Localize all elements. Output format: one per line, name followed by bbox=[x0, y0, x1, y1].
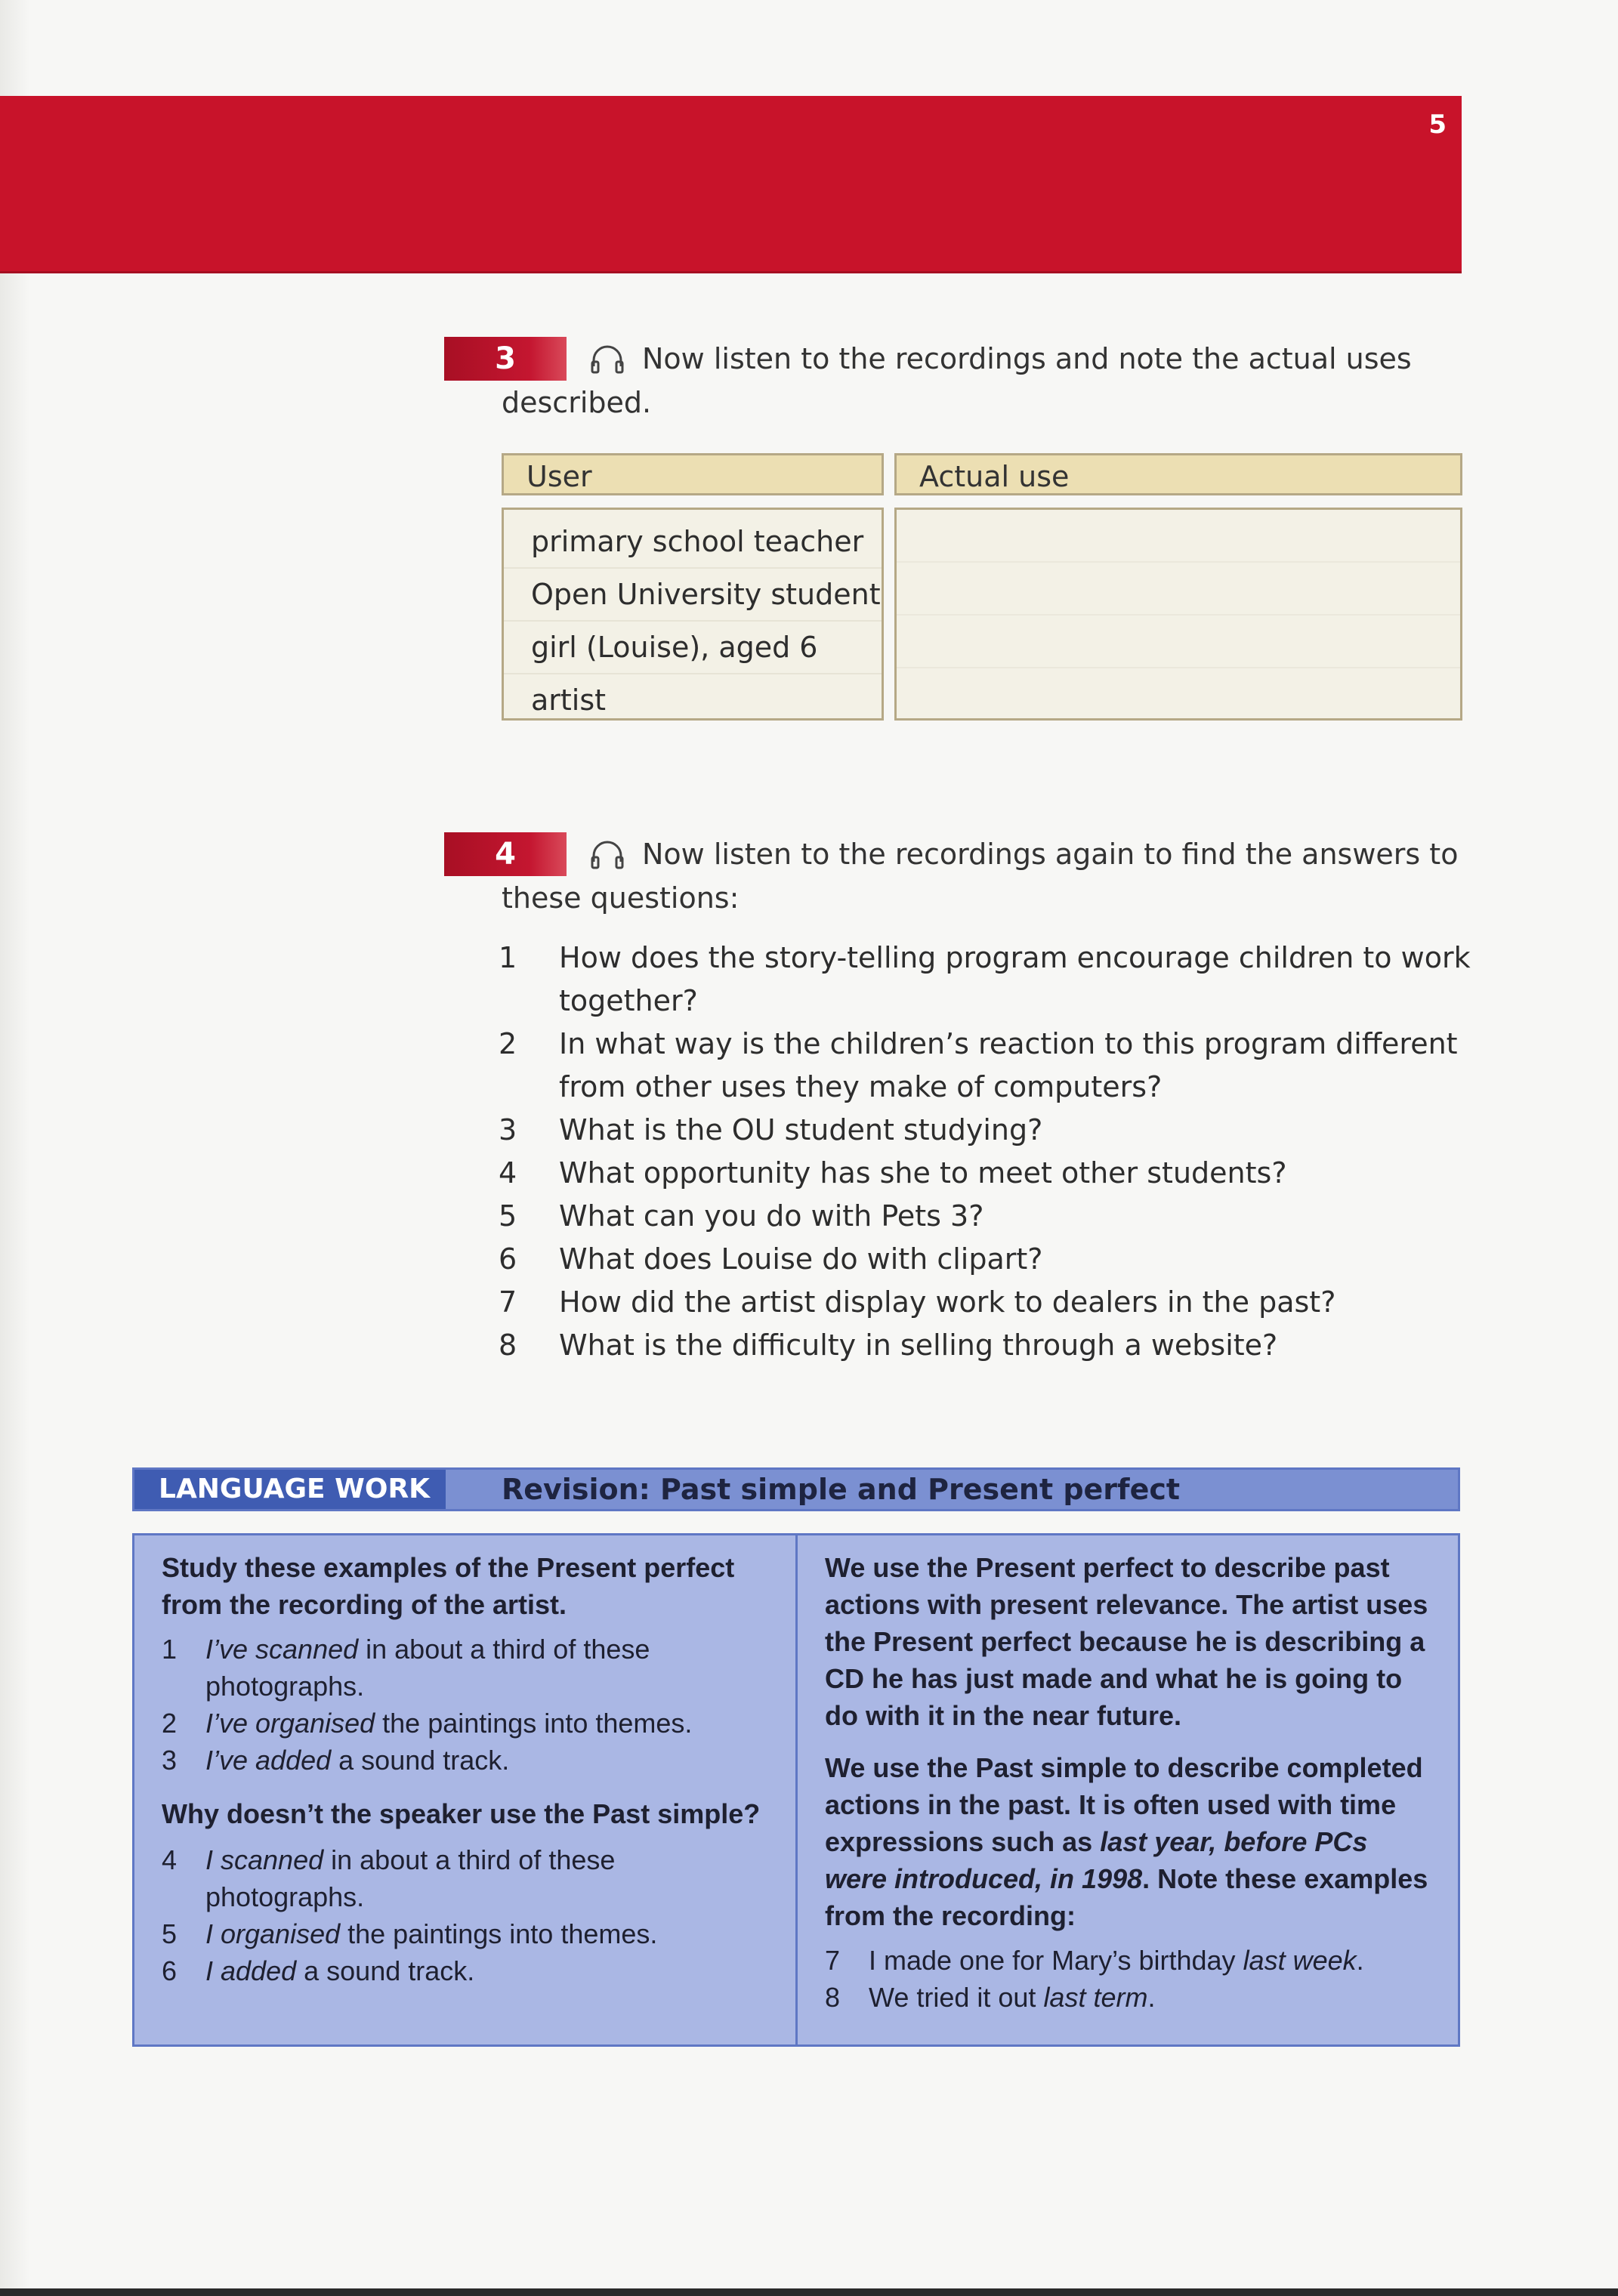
exercise-4-heading bbox=[444, 832, 1471, 920]
list-item: 5 What can you do with Pets 3? bbox=[499, 1199, 984, 1233]
exercise-4-badge: 4 bbox=[444, 832, 567, 876]
question-list bbox=[499, 937, 1481, 1367]
list-item: 6 I added a sound track. bbox=[162, 1955, 475, 1986]
column-divider bbox=[795, 1535, 798, 2044]
language-work-left-column bbox=[162, 1549, 773, 1989]
intro-text: Study these examples of the Present perfect from the recording of the artist. bbox=[162, 1552, 735, 1620]
list-item: 6 What does Louise do with clipart? bbox=[499, 1242, 1043, 1276]
answer-cell[interactable] bbox=[897, 563, 1460, 616]
list-item: 2 In what way is the children’s reaction to this program different from other uses they make of computers? bbox=[499, 1027, 1458, 1103]
list-item: 7 I made one for Mary’s birthday last week. bbox=[825, 1945, 1364, 1976]
language-work-title: Revision: Past simple and Present perfect bbox=[502, 1473, 1181, 1506]
question-text: Why doesn’t the speaker use the Past simple? bbox=[162, 1798, 761, 1829]
exercise-4-instruction: Now listen to the recordings again to find the answers to bbox=[642, 838, 1459, 871]
list-item: 1 I’ve scanned in about a third of these photographs. bbox=[162, 1634, 650, 1702]
list-item: 4 I scanned in about a third of these photographs. bbox=[162, 1844, 616, 1912]
table-user-column bbox=[502, 508, 884, 721]
list-item: 3 What is the OU student studying? bbox=[499, 1113, 1043, 1146]
table-row: girl (Louise), aged 6 bbox=[504, 622, 882, 674]
list-item: 2 I’ve organised the paintings into themes. bbox=[162, 1708, 693, 1739]
table-row: Open University student bbox=[504, 569, 882, 622]
table-row: artist bbox=[531, 684, 607, 717]
list-item: 5 I organised the paintings into themes. bbox=[162, 1918, 658, 1949]
answer-cell[interactable] bbox=[897, 668, 1460, 720]
table-header-user: User bbox=[502, 453, 884, 495]
answer-cell[interactable] bbox=[897, 510, 1460, 563]
language-work-right-column bbox=[825, 1549, 1437, 2016]
table-header-actual-use: Actual use bbox=[894, 453, 1462, 495]
list-item: 1 How does the story-telling program encourage children to work together? bbox=[499, 941, 1471, 1017]
page-gutter bbox=[0, 0, 30, 2296]
past-simple-explanation: We use the Past simple to describe completed actions in the past. It is often used with time expressions such as last year, before PCs were introduced, in 1998. Note these examples from the recording: bbox=[825, 1752, 1428, 1931]
list-item: 8 We tried it out last term. bbox=[825, 1982, 1156, 2013]
header-band bbox=[0, 96, 1462, 273]
list-item: 4 What opportunity has she to meet other students? bbox=[499, 1156, 1287, 1190]
list-item: 8 What is the difficulty in selling through a website? bbox=[499, 1329, 1278, 1362]
exercise-3-instruction-cont: described. bbox=[502, 386, 652, 419]
table-actual-use-column bbox=[894, 508, 1462, 721]
answer-cell[interactable] bbox=[897, 616, 1460, 668]
exercise-3-instruction: Now listen to the recordings and note the actual uses bbox=[642, 342, 1412, 375]
headphones-icon bbox=[589, 344, 625, 374]
table-row: primary school teacher bbox=[504, 516, 882, 569]
language-work-bar bbox=[132, 1467, 1460, 1511]
language-work-label: LANGUAGE WORK bbox=[134, 1470, 446, 1509]
exercise-3-heading bbox=[444, 337, 1471, 424]
headphones-icon bbox=[589, 839, 625, 869]
present-perfect-explanation: We use the Present perfect to describe past actions with present relevance. The artist uses the Present perfect because he is describing a CD he has just made and what he is going to do with it in the near future. bbox=[825, 1552, 1428, 1731]
list-item: 3 I’ve added a sound track. bbox=[162, 1745, 510, 1776]
page-bottom-edge bbox=[0, 2288, 1618, 2296]
list-item: 7 How did the artist display work to dealers in the past? bbox=[499, 1285, 1336, 1319]
language-work-box bbox=[132, 1533, 1460, 2047]
page-number: 5 bbox=[1428, 110, 1447, 140]
exercise-4-instruction-cont: these questions: bbox=[502, 881, 740, 915]
exercise-3-badge: 3 bbox=[444, 337, 567, 381]
